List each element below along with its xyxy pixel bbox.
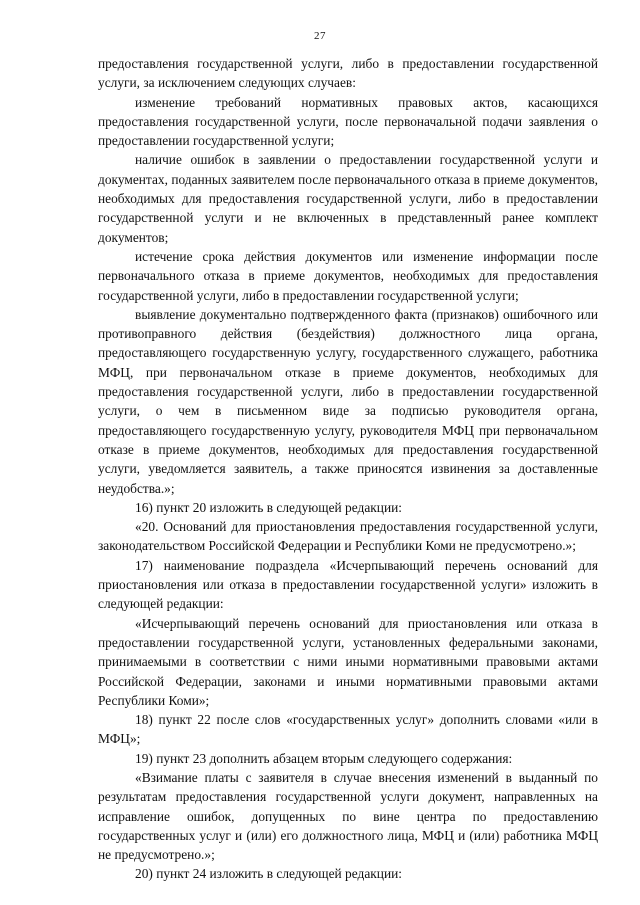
- document-body: [98, 54, 598, 884]
- paragraph-item-19: 19) пункт 23 дополнить абзацем вторым следующего содержания:: [135, 750, 513, 766]
- paragraph-exception-errors: наличие ошибок в заявлении о предоставлении государственной услуги и документах, поданных заявителем после первоначального отказа в приеме документов, необходимых для предоставления государственной услуги, либо в предоставлении государственной услуги и не включенных в представленный ранее комплект документов;: [98, 152, 598, 245]
- page-number: 27: [314, 30, 326, 42]
- paragraph-exception-faulty-action: выявление документально подтвержденного факта (признаков) ошибочного или противоправного действия (бездействия) должностного лица органа, предоставляющего государственную услугу, государственного служащего, работника МФЦ, при первоначальном отказе в приеме документов, необходимых для предоставления государственной услуги, либо в предоставлении государственной услуги, о чем в письменном виде за подписью руководителя органа, предоставляющего государственную услугу, руководителя МФЦ при первоначальном отказе в приеме документов, необходимых для предоставления государственной услуги, уведомляется заявитель, а также приносятся извинения за доставленные неудобства.»;: [98, 306, 598, 496]
- paragraph-item-19-text: «Взимание платы с заявителя в случае внесения изменений в выданный по результатам предоставления государственной услуги документ, направленных на исправление ошибок, допущенных по вине центра по предоставлению государственных услуг и (или) его должностного лица, МФЦ и (или) работника МФЦ не предусмотрено.»;: [98, 769, 598, 863]
- paragraph-item-20: 20) пункт 24 изложить в следующей редакции:: [135, 866, 403, 882]
- paragraph-exception-legal-change: изменение требований нормативных правовых актов, касающихся предоставления государственной услуги, после первоначальной подачи заявления о предоставлении государственной услуги;: [98, 94, 598, 149]
- paragraph-item-18: 18) пункт 22 после слов «государственных услуг» дополнить словами «или в МФЦ»;: [98, 712, 598, 747]
- paragraph-item-16-text: «20. Оснований для приостановления предоставления государственной услуги, законодательством Российской Федерации и Республики Коми не предусмотрено.»;: [98, 519, 598, 554]
- paragraph-item-17-text: «Исчерпывающий перечень оснований для приостановления или отказа в предоставлении государственной услуги, установленных федеральными законами, принимаемыми в соответствии с ними иными нормативными правовыми актами Российской Федерации, законами и иными нормативными правовыми актами Республики Коми»;: [98, 615, 598, 708]
- paragraph-item-16: 16) пункт 20 изложить в следующей редакции:: [135, 499, 403, 515]
- paragraph-continuation: предоставления государственной услуги, либо в предоставлении государственной услуги, за исключением следующих случаев:: [98, 56, 598, 91]
- paragraph-item-17: 17) наименование подраздела «Исчерпывающий перечень оснований для приостановления или отказа в предоставлении государственной услуги» изложить в следующей редакции:: [98, 557, 598, 612]
- paragraph-exception-expiry: истечение срока действия документов или изменение информации после первоначального отказа в приеме документов, необходимых для предоставления государственной услуги, либо в предоставлении государственной услуги;: [98, 248, 598, 303]
